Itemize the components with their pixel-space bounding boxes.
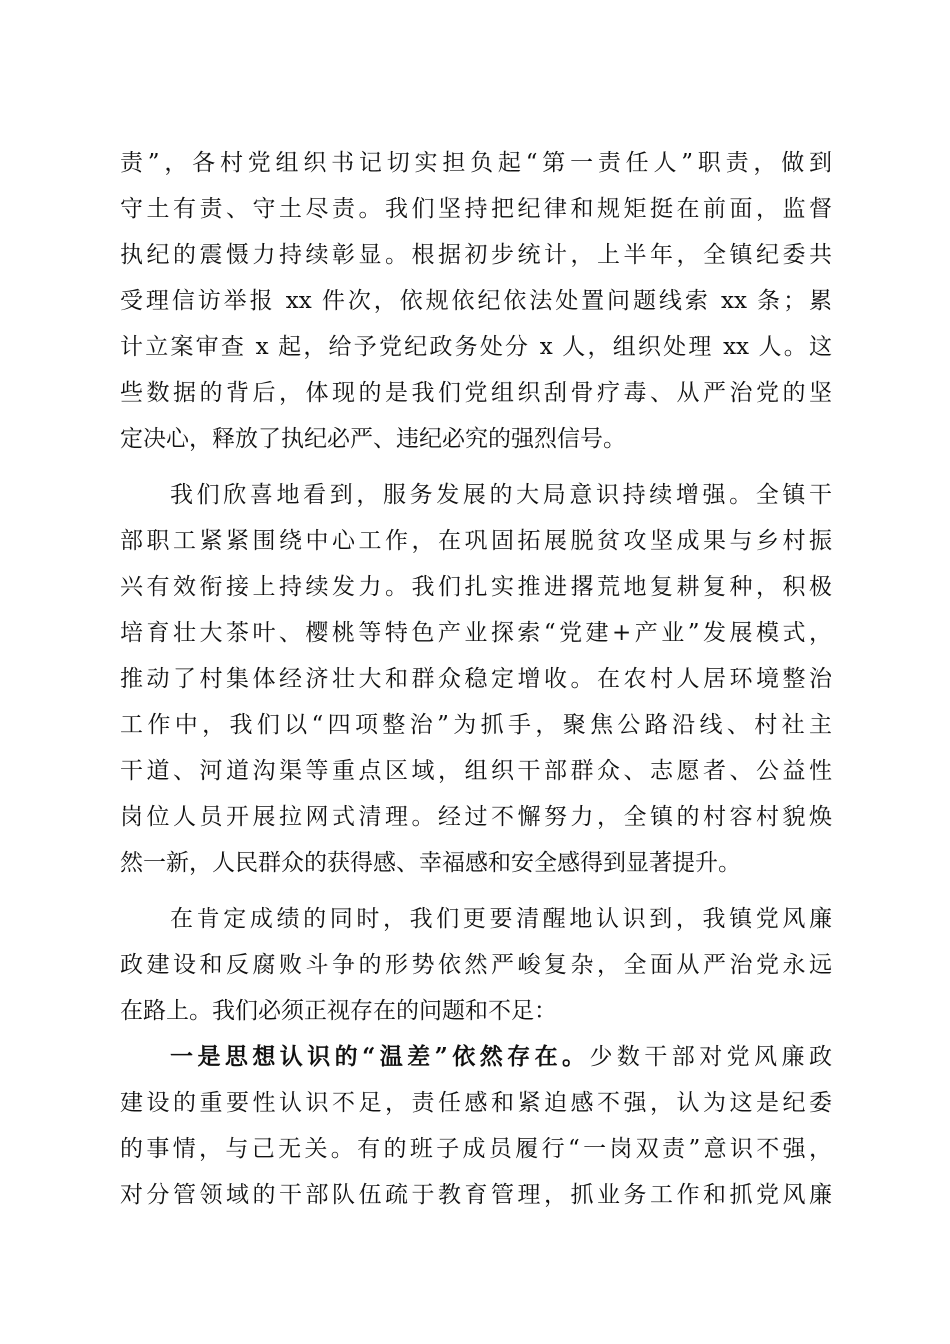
text-line: 些数据的背后，体现的是我们党组织刮骨疗毒、从严治党的坚 (120, 380, 832, 406)
text-line: 定决心，释放了执纪必严、违纪必究的强烈信号。 (120, 426, 626, 452)
paragraph (120, 896, 832, 1034)
text-line: 推动了村集体经济壮大和群众稳定增收。在农村人居环境整治 (120, 666, 832, 692)
text-line: 兴有效衔接上持续发力。我们扎实推进撂荒地复耕复种，积极 (120, 574, 832, 600)
text-line: 的事情，与己无关。有的班子成员履行“一岗双责”意识不强， (120, 1136, 832, 1162)
paragraph (120, 140, 832, 462)
text-line: 责”，各村党组织书记切实担负起“第一责任人”职责，做到 (120, 150, 832, 176)
text-line: 岗位人员开展拉网式清理。经过不懈努力，全镇的村容村貌焕 (120, 804, 832, 830)
text-line: 在路上。我们必须正视存在的问题和不足： (120, 998, 557, 1024)
text-line: 建设的重要性认识不足，责任感和紧迫感不强，认为这是纪委 (120, 1090, 832, 1116)
paragraph (120, 472, 832, 886)
text-line: 守土有责、守土尽责。我们坚持把纪律和规矩挺在前面，监督 (120, 196, 832, 222)
text-line: 培育壮大茶叶、樱桃等特色产业探索“党建+产业”发展模式， (120, 620, 832, 646)
document-body (120, 140, 832, 1218)
text-line: 干道、河道沟渠等重点区域，组织干部群众、志愿者、公益性 (120, 758, 832, 784)
text-line: 然一新，人民群众的获得感、幸福感和安全感得到显著提升。 (120, 850, 741, 876)
text-line: 政建设和反腐败斗争的形势依然严峻复杂，全面从严治党永远 (120, 952, 832, 978)
text-line: 计立案审查 x 起，给予党纪政务处分 x 人，组织处理 xx 人。这 (120, 334, 832, 360)
text-line: 执纪的震慑力持续彰显。根据初步统计，上半年，全镇纪委共 (120, 242, 832, 268)
text-line: 我们欣喜地看到，服务发展的大局意识持续增强。全镇干 (170, 482, 832, 508)
paragraph-text: 少数干部对党风廉政 (589, 1044, 832, 1070)
text-line: 工作中，我们以“四项整治”为抓手，聚焦公路沿线、村社主 (120, 712, 832, 738)
text-line: 在肯定成绩的同时，我们更要清醒地认识到，我镇党风廉 (170, 906, 832, 932)
text-line: 部职工紧紧围绕中心工作，在巩固拓展脱贫攻坚成果与乡村振 (120, 528, 832, 554)
text-line: 对分管领域的干部队伍疏于教育管理，抓业务工作和抓党风廉 (120, 1182, 832, 1208)
text-line: 受理信访举报 xx 件次，依规依纪依法处置问题线索 xx 条；累 (120, 288, 832, 314)
text-line (120, 1034, 832, 1080)
paragraph-lead: 一是思想认识的“温差”依然存在。 (170, 1043, 590, 1070)
paragraph (120, 1034, 832, 1218)
